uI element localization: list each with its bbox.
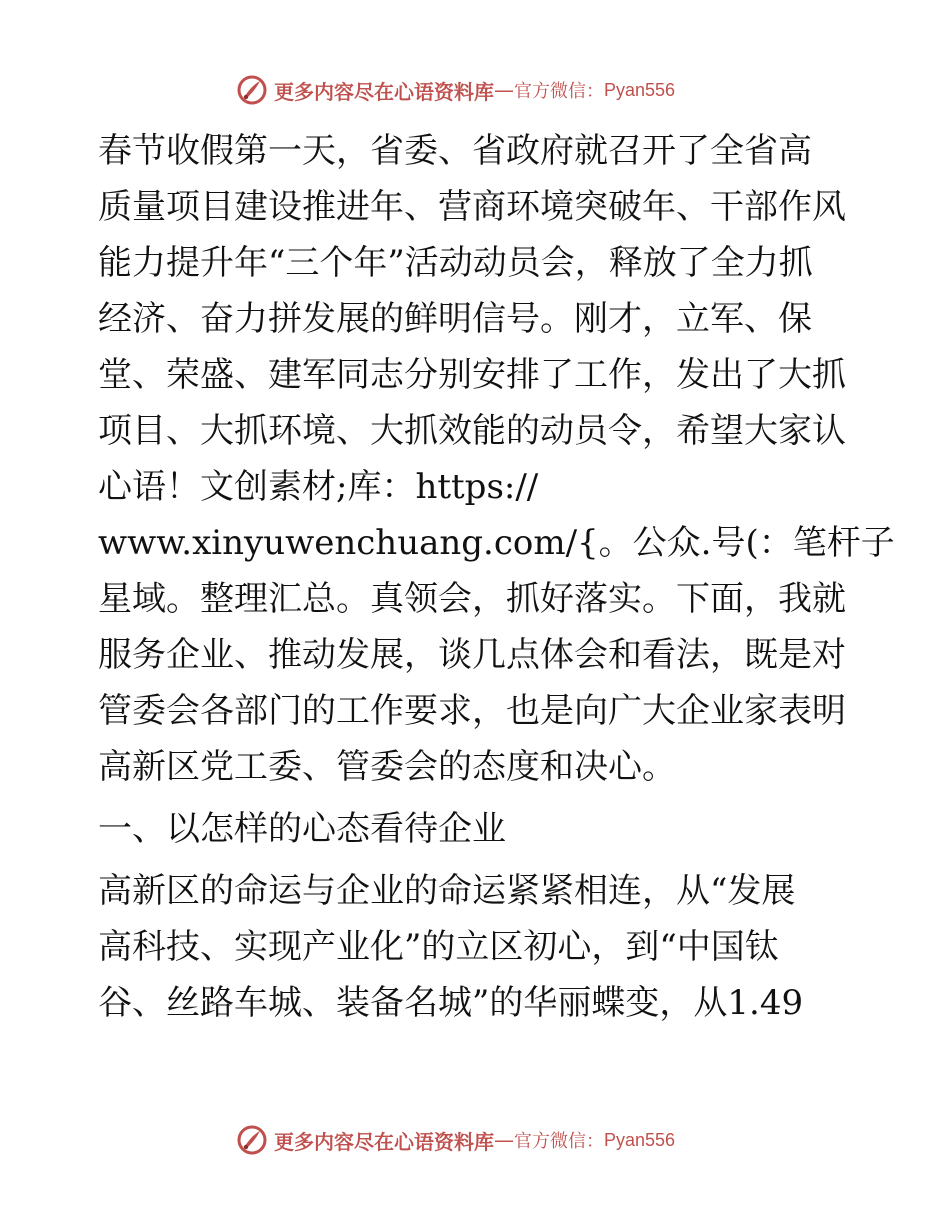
text-line: 质量项目建设推进年、营商环境突破年、干部作风 bbox=[98, 187, 846, 227]
text-line: 能力提升年“三个年”活动动员会，释放了全力抓 bbox=[98, 243, 813, 283]
text-line: www.xinyuwenchuang.com/{。公众.号(：笔杆子 bbox=[98, 523, 895, 563]
watermark-separator: — bbox=[494, 1128, 514, 1152]
header-watermark bbox=[236, 72, 675, 108]
section-heading bbox=[98, 801, 858, 857]
text-line: 谷、丝路车城、装备名城”的华丽蝶变，从1.49 bbox=[98, 983, 804, 1023]
watermark-wechat-id: Pyan556 bbox=[604, 79, 676, 100]
watermark-wechat-id: Pyan556 bbox=[604, 1129, 676, 1150]
watermark-main-text: 更多内容尽在心语资料库 bbox=[274, 1129, 494, 1154]
document-body bbox=[98, 123, 895, 1031]
text-line: 项目、大抓环境、大抓效能的动员令，希望大家认 bbox=[98, 411, 846, 451]
text-line: 春节收假第一天，省委、省政府就召开了全省高 bbox=[98, 131, 812, 171]
text-line: 高科技、实现产业化”的立区初心，到“中国钛 bbox=[98, 927, 779, 967]
text-line: 高新区党工委、管委会的态度和决心。 bbox=[98, 747, 676, 787]
text-line: 星域。整理汇总。真领会，抓好落实。下面，我就 bbox=[98, 579, 846, 619]
text-line: 堂、荣盛、建军同志分别安排了工作，发出了大抓 bbox=[98, 355, 846, 395]
footer-watermark bbox=[236, 1122, 675, 1158]
text-line: 高新区的命运与企业的命运紧紧相连，从“发展 bbox=[98, 871, 796, 911]
watermark-label: 官方微信： bbox=[514, 1131, 604, 1152]
watermark-separator: — bbox=[494, 78, 514, 102]
text-line: 服务企业、推动发展，谈几点体会和看法，既是对 bbox=[98, 635, 846, 675]
brush-logo-icon bbox=[236, 74, 268, 106]
paragraph-section-one bbox=[98, 863, 858, 1031]
watermark-label: 官方微信： bbox=[514, 81, 604, 102]
text-line: 管委会各部门的工作要求，也是向广大企业家表明 bbox=[98, 691, 846, 731]
watermark-main-text: 更多内容尽在心语资料库 bbox=[274, 79, 494, 104]
text-line: 心语！文创素材;库：https:// bbox=[98, 467, 539, 507]
text-line: 经济、奋力拼发展的鲜明信号。刚才，立军、保 bbox=[98, 299, 812, 339]
heading-line: 一、以怎样的心态看待企业 bbox=[98, 809, 506, 849]
paragraph-intro bbox=[98, 123, 895, 795]
brush-logo-icon bbox=[236, 1124, 268, 1156]
